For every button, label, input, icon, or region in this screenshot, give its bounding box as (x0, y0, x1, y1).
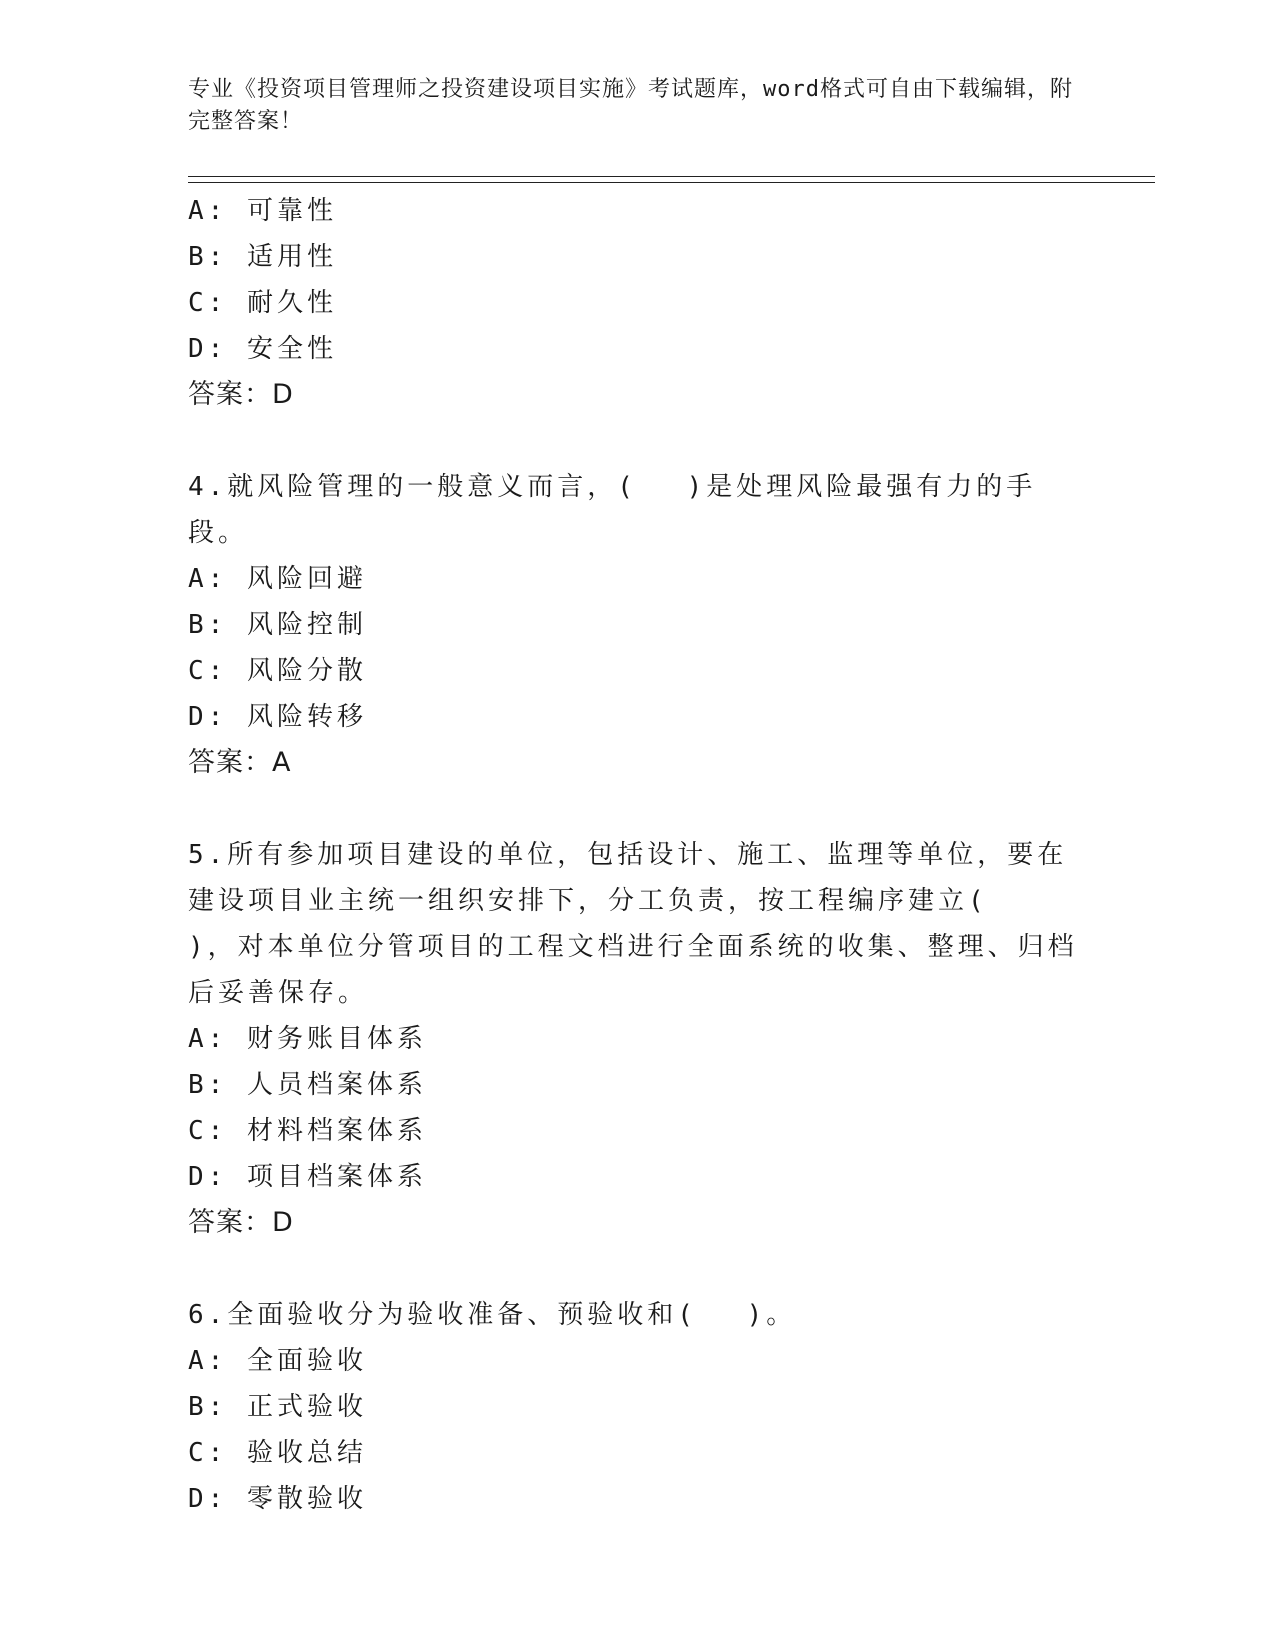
option-b: B: 人员档案体系 (188, 1070, 427, 1100)
option-a: A: 全面验收 (188, 1346, 367, 1376)
question-text: 5.所有参加项目建设的单位，包括设计、施工、监理等单位，要在建设项目业主统一组织安排下，分工负责，按工程编序建立( )，对本单位分管项目的工程文档进行全面系统的收集、整理、归档后妥善保存。 (188, 840, 1078, 1008)
option-d: D: 零散验收 (188, 1484, 367, 1514)
option-d: D: 项目档案体系 (188, 1162, 427, 1192)
answer-line: 答案：D (188, 1207, 294, 1238)
page-header: 专业《投资项目管理师之投资建设项目实施》考试题库，word格式可自由下载编辑，附完整答案！ (188, 77, 1073, 134)
option-d: D: 风险转移 (188, 702, 367, 732)
option-b: B: 正式验收 (188, 1392, 367, 1422)
option-a: A: 风险回避 (188, 564, 367, 594)
question-text: 4.就风险管理的一般意义而言，( )是处理风险最强有力的手段。 (188, 472, 1037, 548)
option-a: A: 可靠性 (188, 196, 337, 226)
option-d: D: 安全性 (188, 334, 337, 364)
option-c: C: 验收总结 (188, 1438, 367, 1468)
option-b: B: 适用性 (188, 242, 337, 272)
header-double-rule (188, 176, 1155, 183)
question-list (188, 188, 1088, 1522)
option-b: B: 风险控制 (188, 610, 367, 640)
option-c: C: 材料档案体系 (188, 1116, 427, 1146)
question-text: 6.全面验收分为验收准备、预验收和( )。 (188, 1300, 797, 1330)
option-c: C: 风险分散 (188, 656, 367, 686)
option-c: C: 耐久性 (188, 288, 337, 318)
answer-line: 答案：D (188, 379, 294, 410)
option-a: A: 财务账目体系 (188, 1024, 427, 1054)
answer-line: 答案：A (188, 747, 292, 778)
